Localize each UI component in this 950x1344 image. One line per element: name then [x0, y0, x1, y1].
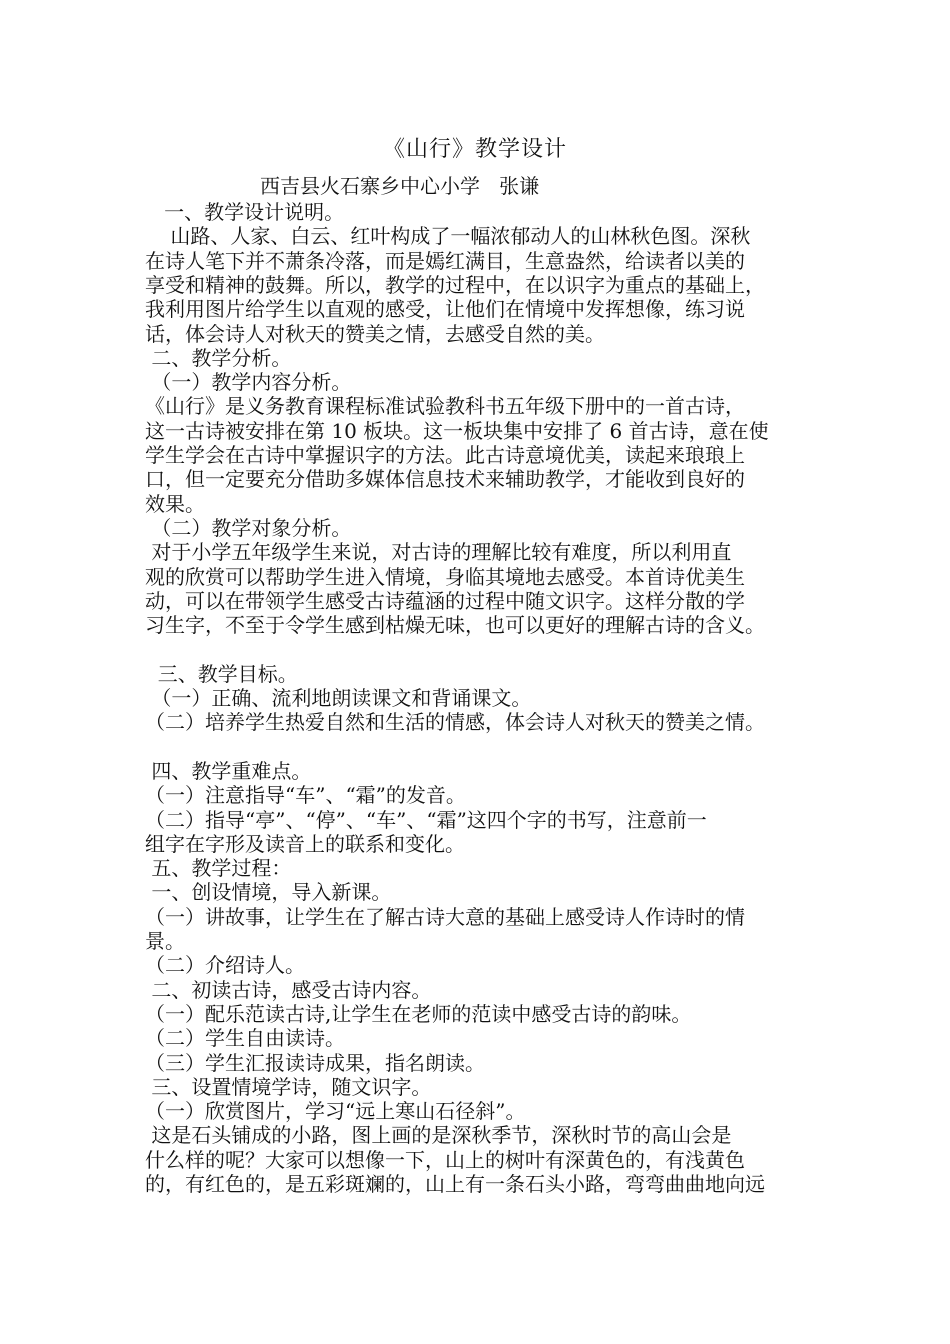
document-line: 效果。 [145, 492, 205, 516]
document-line: （二）培养学生热爱自然和生活的情感，体会诗人对秋天的赞美之情。 [145, 710, 765, 734]
document-line: 景。 [145, 929, 185, 953]
document-line: 动，可以在带领学生感受古诗蕴涵的过程中随文识字。这样分散的学 [145, 589, 745, 613]
document-line: （二）介绍诗人。 [145, 953, 305, 977]
document-line: 对于小学五年级学生来说，对古诗的理解比较有难度，所以利用直 [145, 540, 732, 564]
document-line: （一）讲故事，让学生在了解古诗大意的基础上感受诗人作诗时的情 [145, 905, 745, 929]
document-line: （一）教学内容分析。 [145, 370, 352, 394]
document-line: （二）教学对象分析。 [145, 516, 352, 540]
document-line: 组字在字形及读音上的联系和变化。 [145, 832, 465, 856]
document-line: （一）注意指导“车”、“霜”的发音。 [145, 783, 466, 807]
document-line: 观的欣赏可以帮助学生进入情境，身临其境地去感受。本首诗优美生 [145, 565, 745, 589]
document-line: （一）欣赏图片，学习“远上寒山石径斜”。 [145, 1099, 526, 1123]
document-line: 四、教学重难点。 [145, 759, 312, 783]
document-line: 三、教学目标。 [145, 662, 298, 686]
document-line: 在诗人笔下并不萧条冷落，而是嫣红满目，生意盎然，给读者以美的 [145, 249, 745, 273]
document-title: 《山行》教学设计 [382, 137, 567, 162]
document-line: 口，但一定要充分借助多媒体信息技术来辅助教学，才能收到良好的 [145, 467, 745, 491]
document-line: 二、教学分析。 [145, 346, 292, 370]
document-line: 学生学会在古诗中掌握识字的方法。此古诗意境优美，读起来琅琅上 [145, 443, 745, 467]
document-line: （三）学生汇报读诗成果，指名朗读。 [145, 1051, 485, 1075]
document-line: 习生字，不至于令学生感到枯燥无味，也可以更好的理解古诗的含义。 [145, 613, 765, 637]
document-line: 二、初读古诗，感受古诗内容。 [145, 978, 432, 1002]
document-line: （一）配乐范读古诗,让学生在老师的范读中感受古诗的韵味。 [145, 1002, 692, 1026]
document-line: 五、教学过程： [145, 856, 292, 880]
document-line: 山路、人家、白云、红叶构成了一幅浓郁动人的山林秋色图。深秋 [145, 224, 751, 248]
document-line: （一）正确、流利地朗读课文和背诵课文。 [145, 686, 532, 710]
document-line: 一、教学设计说明。 [145, 200, 345, 224]
document-line: （二）学生自由读诗。 [145, 1026, 345, 1050]
author-line: 西吉县火石寨乡中心小学 张谦 [260, 174, 540, 198]
document-line: 享受和精神的鼓舞。所以，教学的过程中，在以识字为重点的基础上， [145, 273, 765, 297]
document-line: 一、创设情境，导入新课。 [145, 880, 392, 904]
document-line: 什么样的呢？大家可以想像一下，山上的树叶有深黄色的，有浅黄色 [145, 1148, 745, 1172]
document-line: 三、设置情境学诗，随文识字。 [145, 1075, 432, 1099]
document-line: 我利用图片给学生以直观的感受，让他们在情境中发挥想像，练习说 [145, 297, 745, 321]
document-line: 这一古诗被安排在第 10 板块。这一板块集中安排了 6 首古诗，意在使 [145, 419, 769, 443]
document-line: 话，体会诗人对秋天的赞美之情，去感受自然的美。 [145, 322, 605, 346]
document-line: 这是石头铺成的小路，图上画的是深秋季节，深秋时节的高山会是 [145, 1123, 732, 1147]
document-line: （二）指导“亭”、“停”、“车”、“霜”这四个字的书写，注意前一 [145, 808, 707, 832]
document-line: 的，有红色的，是五彩斑斓的，山上有一条石头小路，弯弯曲曲地向远 [145, 1172, 765, 1196]
document-line: 《山行》是义务教育课程标准试验教科书五年级下册中的一首古诗， [145, 394, 745, 418]
